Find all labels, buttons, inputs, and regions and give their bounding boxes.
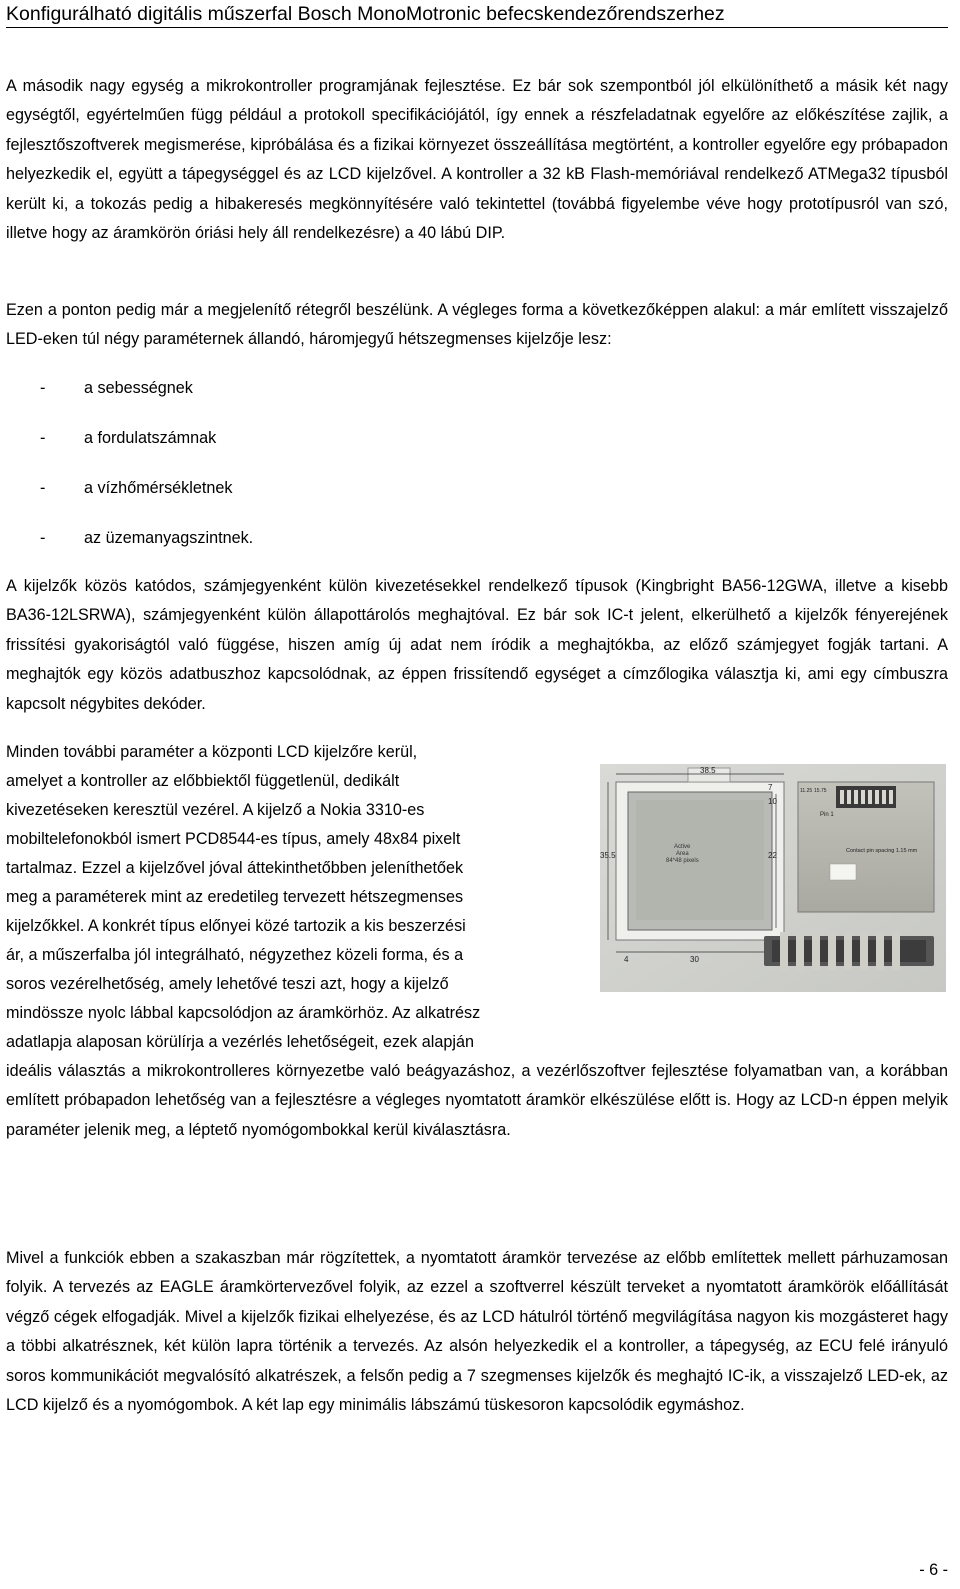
dimension-label: 4 — [624, 955, 629, 964]
dimension-label: 10 — [768, 797, 777, 806]
paragraph-lcd-continuation: ideális választás a mikrokontrolleres környezetbe való beágyazáshoz, a vezérlőszoftver fejlesztése folyamatban van, a korábban említett próbapadon lehetőség van a fejlesztésre a végleges nyomtatott áramkör elkészülése előtt is. Hogy az LCD-n éppen melyik paraméter jelenik meg, a léptető nyomógombokkal kerül kiválasztásra. — [6, 1062, 948, 1139]
page-header: Konfigurálható digitális műszerfal Bosch MonoMotronic befecskendezőrendszerhez — [6, 0, 948, 28]
lcd-module-photo — [600, 764, 946, 992]
paragraph-line: ár, a műszerfalba jól integrálható, négyzethez közeli forma, és a — [6, 946, 464, 964]
paragraph-display-layer: Ezen a ponton pedig már a megjelenítő rétegről beszélünk. A végleges forma a következőképpen alakul: a már említett visszajelző LED-eken túl négy paraméternek állandó, háromjegyű hétszegmenses kijelzője lesz: — [6, 301, 948, 349]
paragraph-line: tartalmaz. Ezzel a kijelzővel jóval áttekinthetőbben jeleníthetőek — [6, 859, 464, 877]
spacing-label: Contact pin spacing 1.15 mm — [846, 848, 918, 854]
dimension-label: 22 — [768, 851, 777, 860]
dimension-label: 38.5 — [700, 766, 716, 775]
paragraph-line: amelyet a kontroller az előbbiektől függetlenül, dedikált — [6, 772, 400, 790]
document-page: Konfigurálható digitális műszerfal Bosch MonoMotronic befecskendezőrendszerhez A második nagy egység a mikrokontroller programjának fejlesztése. Ez bár sok szempontból jól elkülöníthető a másik két nagy egységtől, egyértelműen függ például a protokoll specifikációjától, így ennek a részfeladatnak egyelőre az előkészítése zajlik, a fejlesztőszoftverek megismerése, kipróbálása és a fizikai környezet összeállítása megtörtént, a kontroller egyelőre egy próbapadon helyezkedik el, együtt a tápegységgel és az LCD kijelzővel. A kontroller a 32 kB Flash-memóriával rendelkező ATMega32 típusból került ki, a tokozás pedig a hibakeresés megkönnyítésére való tekintettel (továbbá figyelembe véve hogy prototípusról van szó, illetve hogy az áramkörön óriási hely áll rendelkezésre) a 40 lábú DIP. Ezen a ponton pedig már a megjelenítő rétegről beszélünk. A végleges forma a következőképpen alakul: a már említett visszajelző LED-eken túl négy paraméternek állandó, háromjegyű hétszegmenses kijelzője lesz: - a sebességnek - a fordulatszámnak - a vízhőmérsékletnek - az üzemanyagszintnek. A kijelzők közös katódos, számjegyenként külön kivezetésekkel rendelkező típusok (Kingbright BA56-12GWA, illetve a kisebb BA36-12LSRWA), számjegyenként külön állapottárolós meghajtóval. Ez bár sok IC-t jelent, elkerülhető a kijelzők fényerejének frissítési gyakoriságtól való függése, hiszen amíg új adat nem íródik a meghajtókba, az előző számjegyet fogják tartani. A meghajtók egy közös adatbuszhoz kapcsolódnak, az éppen frissítendő egységet a címzőlogika választja ki, ami egy címbuszra kapcsolt négybites dekóder. Minden további paraméter a központi LCD kijelzőre kerül, amelyet a kontroller az előbbiektől függetlenül, dedikált kivezetéseken keresztül vezérel. A kijelző a Nokia 3310-es mobiltelefonokból ismert PCD8544-es típus, amely 48x84 pixelt tartalmaz. Ezzel a kijelzővel jóval áttekinthetőbben jeleníthetőek meg a paraméterek mint az eredetileg tervezett hétszegmenses kijelzőkkel. A konkrét típus előnyei közé tartozik a kis beszerzési ár, a műszerfalba jól integrálható, négyzethez közeli forma, és a soros vezérelhetőség, amely lehetővé teszi azt, hogy a kijelző mindössze nyolc lábbal kapcsolódjon az áramkörhöz. Az alkatrész adatlapja alaposan körülírja a vezérlés lehetőségeit, ezek alapján ideális választás a mikrokontrolleres környezetbe való beágyazáshoz, a vezérlőszoftver fejlesztése folyamatban van, a korábban említett próbapadon lehetőség van a fejlesztésre a végleges nyomtatott áramkör elkészülése előtt is. Hogy az LCD-n éppen melyik paraméter jelenik meg, a léptető nyomógombokkal kerül kiválasztásra. 38.5 35.5 4 30 7 10 22 Active Area 84*48 pixels 11.25 15.75 Pin 1 Contact pin spacing 1.15 mm Mivel a funkciók ebben a szakaszban már rögzítettek, a nyomtatott áramkör tervezése az előbb említettek mellett párhuzamosan folyik. A tervezés az EAGLE áramkörtervezővel folyik, az ezzel a szoftverrel készült terveket a nyomtatott áramkörök előállítását végző cégek elfogadják. Mivel a kijelzők fizikai elhelyezése, és az LCD hátulról történő megvilágítása nagyon kis mozgásteret hagy a többi alkatrésznek, két külön lapra történik a tervezés. Az alsón helyezkedik el a kontroller, a tápegység, az ECU felé irányuló soros kommunikációt megvalósító alkatrészek, a felsőn pedig a 7 szegmenses kijelzők és meghajtó IC-ik, a visszajelző LED-ek, az LCD kijelző és a nyomógombok. A két lap egy minimális lábszámú tüskesoron kapcsolódik egymáshoz. - 6 - — [6, 0, 954, 1589]
paragraph-line: mobiltelefonokból ismert PCD8544-es típus, amely 48x84 pixelt — [6, 830, 461, 848]
active-area-label: 84*48 pixels — [666, 858, 699, 864]
page-number: - 6 - — [919, 1561, 948, 1579]
dimension-label: 7 — [768, 783, 773, 792]
paragraph-pcb-design: Mivel a funkciók ebben a szakaszban már rögzítettek, a nyomtatott áramkör tervezése az előbb említettek mellett párhuzamosan folyik. A tervezés az EAGLE áramkörtervezővel folyik, az ezzel a szoftverrel készült terveket a nyomtatott áramkörök előállítását végző cégek elfogadják. Mivel a kijelzők fizikai elhelyezése, és az LCD hátulról történő megvilágítása nagyon kis mozgásteret hagy a többi alkatrésznek, két külön lapra történik a tervezés. Az alsón helyezkedik el a kontroller, a tápegység, az ECU felé irányuló soros kommunikációt megvalósító alkatrészek, a felsőn pedig a 7 szegmenses kijelzők és meghajtó IC-ik, a visszajelző LED-ek, az LCD kijelző és a nyomógombok. A két lap egy minimális lábszámú tüskesoron kapcsolódik egymáshoz. — [6, 1249, 948, 1415]
paragraph-line: meg a paraméterek mint az eredetileg tervezett hétszegmenses — [6, 888, 464, 906]
lcd-drawing — [600, 764, 946, 992]
paragraph-line: kivezetéseken keresztül vezérel. A kijelző a Nokia 3310-es — [6, 801, 425, 819]
active-area-label: Area — [676, 851, 689, 857]
paragraph-seven-segment: A kijelzők közös katódos, számjegyenként külön kivezetésekkel rendelkező típusok (Kingbright BA56-12GWA, illetve a kisebb BA36-12LSRWA), számjegyenként külön állapottárolós meghajtóval. Ez bár sok IC-t jelent, elkerülhető a kijelzők fényerejének frissítési gyakoriságtól való függése, hiszen amíg új adat nem íródik a meghajtókba, az előző számjegyet fogják tartani. A meghajtók egy közös adatbuszhoz kapcsolódnak, az éppen frissítendő egységet a címzőlogika választja ki, ami egy címbuszra kapcsolt négybites dekóder. — [6, 577, 948, 713]
paragraph-line: soros vezérelhetőség, amely lehetővé teszi azt, hogy a kijelző — [6, 975, 449, 993]
paragraph-line: Minden további paraméter a központi LCD kijelzőre kerül, — [6, 743, 418, 761]
dimension-label: 30 — [690, 955, 699, 964]
dimension-label: 15.75 — [814, 788, 827, 794]
paragraph-line: adatlapja alaposan körülírja a vezérlés lehetőségeit, ezek alapján — [6, 1033, 474, 1051]
pin-label: Pin 1 — [820, 812, 834, 818]
paragraph-line: mindössze nyolc lábbal kapcsolódjon az áramkörhöz. Az alkatrész — [6, 1004, 481, 1022]
active-area-label: Active — [674, 844, 691, 850]
paragraph-microcontroller: A második nagy egység a mikrokontroller programjának fejlesztése. Ez bár sok szempontból jól elkülöníthető a másik két nagy egységtől, egyértelműen függ például a protokoll specifikációjától, így ennek a részfeladatnak egyelőre az előkészítése zajlik, a fejlesztőszoftverek megismerése, kipróbálása és a fizikai környezet összeállítása megtörtént, a kontroller egyelőre egy próbapadon helyezkedik el, együtt a tápegységgel és az LCD kijelzővel. A kontroller a 32 kB Flash-memóriával rendelkező ATMega32 típusból került ki, a tokozás pedig a hibakeresés megkönnyítésére való tekintettel (továbbá figyelembe véve hogy prototípusról van szó, illetve hogy az áramkörön óriási hely áll rendelkezésre) a 40 lábú DIP. — [6, 77, 948, 243]
paragraph-line: kijelzőkkel. A konkrét típus előnyei közé tartozik a kis beszerzési — [6, 917, 466, 935]
dimension-label: 35.5 — [600, 851, 616, 860]
dimension-label: 11.25 — [800, 788, 813, 794]
